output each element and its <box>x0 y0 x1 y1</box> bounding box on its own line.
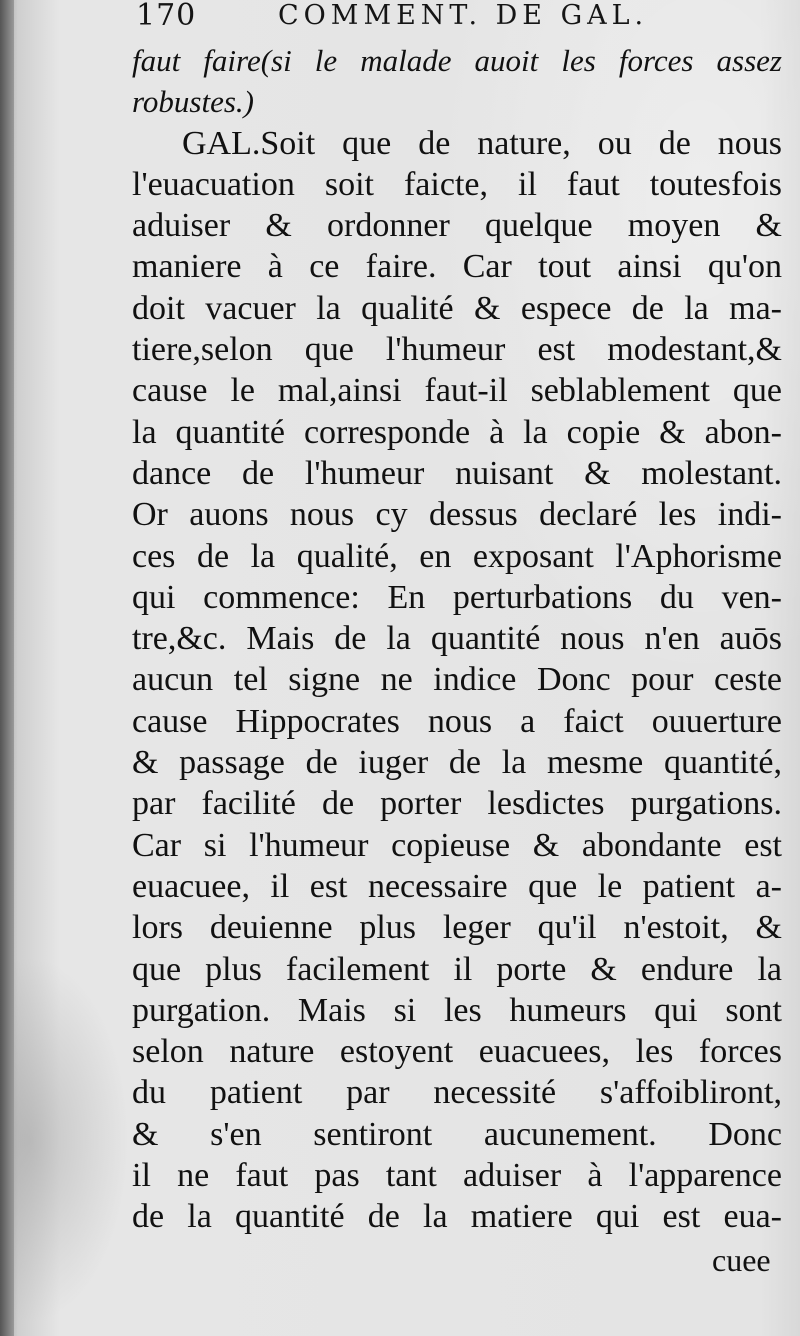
text-line: par facilité de porter lesdictes purgations. <box>132 785 782 823</box>
catchword: cuee <box>712 1242 771 1278</box>
text-line: de la quantité de la matiere qui est eua- <box>132 1198 782 1236</box>
text-line: cause Hippocrates nous a faict ouuerture <box>132 702 782 740</box>
text-line: Car si l'humeur copieuse & abondante est <box>132 826 782 864</box>
text-line: ces de la qualité, en exposant l'Aphorisme <box>132 537 782 575</box>
text-line: qui commence: En perturbations du ven- <box>132 578 782 616</box>
text-line: la quantité corresponde à la copie & abon- <box>132 413 782 451</box>
text-line: aduiser & ordonner quelque moyen & <box>132 207 782 245</box>
running-head <box>136 0 766 34</box>
text-line: & passage de iuger de la mesme quantité, <box>132 744 782 782</box>
text-line: lors deuienne plus leger qu'il n'estoit, & <box>132 909 782 947</box>
text-line: tiere,selon que l'humeur est modestant,& <box>132 331 782 369</box>
text-line: tre,&c. Mais de la quantité nous n'en auōs <box>132 620 782 658</box>
text-line: aucun tel signe ne indice Donc pour ceste <box>132 661 782 699</box>
page-number: 170 <box>136 0 197 33</box>
text-line: il ne faut pas tant aduiser à l'apparence <box>132 1157 782 1195</box>
running-title: COMMENT. DE GAL. <box>278 0 649 31</box>
text-line: Or auons nous cy dessus declaré les indi- <box>132 496 782 534</box>
text-line: que plus facilement il porte & endure la <box>132 950 782 988</box>
gutter-shadow <box>0 0 14 1336</box>
text-line: cause le mal,ainsi faut-il seblablement que <box>132 372 782 410</box>
text-line: maniere à ce faire. Car tout ainsi qu'on <box>132 248 782 286</box>
text-line: dance de l'humeur nuisant & molestant. <box>132 454 782 492</box>
body-text <box>132 40 782 1238</box>
text-line: faut faire(si le malade auoit les forces assez <box>132 43 782 78</box>
text-line: l'euacuation soit faicte, il faut toutesfois <box>132 165 782 203</box>
text-line: euacuee, il est necessaire que le patient a- <box>132 867 782 905</box>
text-line: du patient par necessité s'affoibliront, <box>132 1074 782 1112</box>
text-line: doit vacuer la qualité & espece de la ma- <box>132 289 782 327</box>
text-line: robustes.) <box>132 84 254 120</box>
text-line: selon nature estoyent euacuees, les forces <box>132 1033 782 1071</box>
text-line: purgation. Mais si les humeurs qui sont <box>132 991 782 1029</box>
text-line: & s'en sentiront aucunement. Donc <box>132 1115 782 1153</box>
text-line: GAL.Soit que de nature, ou de nous <box>182 124 782 162</box>
